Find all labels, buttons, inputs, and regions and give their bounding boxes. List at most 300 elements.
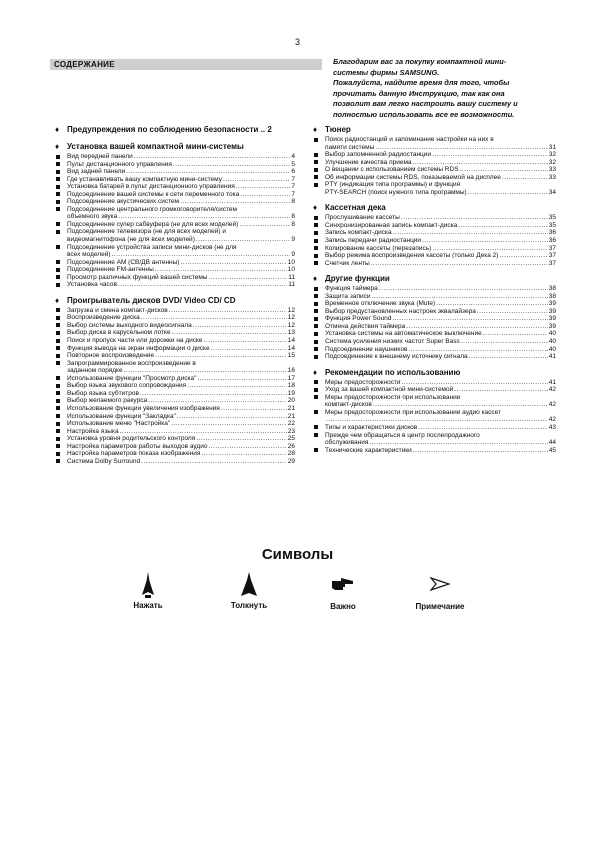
toc-entry <box>313 338 556 346</box>
leader-dots <box>204 337 287 345</box>
square-bullet-icon <box>56 283 60 287</box>
toc-entry-row <box>67 345 295 353</box>
toc-entry-text: Где устанавливать вашу компактную мини-систему <box>67 175 222 183</box>
toc-entry-text: Выбор запомненной радиостанции <box>325 151 432 159</box>
toc-entry-row <box>325 308 556 316</box>
square-bullet-icon <box>314 355 318 359</box>
toc-entry-text: Поиск и пропуск части или дорожки на диске <box>67 337 203 345</box>
section-title: Установка вашей компактной мини-системы <box>67 142 244 151</box>
toc-entry <box>313 151 556 159</box>
leader-dots <box>393 229 548 237</box>
toc-entry-row <box>67 450 295 458</box>
toc-entry-page: 37 <box>548 244 556 252</box>
toc-entry-page: 17 <box>287 374 295 382</box>
toc-entry-row <box>325 346 556 354</box>
square-bullet-icon <box>314 347 318 351</box>
toc-entry-row <box>325 245 556 253</box>
toc-entry-text: Типы и характеристики дисков <box>325 423 418 431</box>
toc-entry <box>55 435 295 443</box>
toc-entry-row <box>325 424 556 432</box>
toc-section-heading <box>55 296 295 306</box>
toc-entry <box>313 308 556 316</box>
toc-entry-page: 21 <box>287 412 295 420</box>
toc-entry-text: Выбор режима воспроизведения кассеты (только Дека 2) <box>325 252 499 260</box>
toc-entry-text: Подсоединение наушников <box>325 345 408 353</box>
toc-entry-text-line: Меры предосторожности при использовании <box>325 393 461 401</box>
toc-entry <box>55 345 295 353</box>
leader-dots <box>118 213 290 221</box>
diamond-bullet-icon: ♦ <box>313 367 318 377</box>
square-bullet-icon <box>56 429 60 433</box>
toc-entry-text: Повторное воспроизведение <box>67 352 155 360</box>
toc-entry-text: Установка батарей в пульт дистанционного управления <box>67 183 235 191</box>
toc-entry-page: 36 <box>548 229 556 237</box>
square-bullet-icon <box>56 406 60 410</box>
leader-dots <box>197 375 286 383</box>
toc-entry-text: компакт-дисков <box>325 401 372 409</box>
toc-entry-page: 43 <box>548 423 556 431</box>
square-bullet-icon <box>314 309 318 313</box>
leader-dots <box>408 346 547 354</box>
toc-entry-row <box>325 338 556 346</box>
toc-entry-page: 16 <box>287 367 295 375</box>
toc-entry <box>313 432 556 447</box>
push-icon <box>239 572 259 598</box>
symbol-push <box>223 572 275 610</box>
leader-dots <box>169 307 287 315</box>
toc-entry-page: 6 <box>291 168 295 176</box>
toc-entry-page: 32 <box>548 158 556 166</box>
toc-entry-page: 39 <box>548 322 556 330</box>
toc-entry-text: Настройка языка <box>67 427 119 435</box>
toc-entry <box>55 307 295 315</box>
leader-dots <box>375 144 547 152</box>
leader-dots <box>326 416 548 424</box>
leader-dots <box>418 424 548 432</box>
leader-dots <box>141 458 287 466</box>
leader-dots <box>208 443 286 451</box>
square-bullet-icon <box>56 414 60 418</box>
toc-entry-row <box>325 386 556 394</box>
toc-entry-text: Подсоединение акустических систем <box>67 198 180 206</box>
toc-entry-page: 36 <box>548 237 556 245</box>
toc-entry <box>55 266 295 274</box>
toc-entry-page: 31 <box>548 143 556 151</box>
leader-dots <box>392 315 547 323</box>
leader-dots <box>371 260 548 268</box>
intro-line: полностью использовать все ее возможности. <box>333 109 515 119</box>
diamond-bullet-icon: ♦ <box>313 274 318 284</box>
toc-entry-page: 7 <box>291 175 295 183</box>
toc-entry <box>55 337 295 345</box>
toc-entry <box>55 352 295 360</box>
leader-dots <box>196 435 287 443</box>
toc-entry <box>313 181 556 196</box>
leader-dots <box>413 159 548 167</box>
toc-entry-page: 37 <box>548 252 556 260</box>
toc-entry <box>313 409 556 424</box>
toc-entry <box>313 285 556 293</box>
toc-entry-text-line: PTY (индикация типа программы) и функция <box>325 181 461 189</box>
toc-entry-text: Запись компакт-диска <box>325 229 392 237</box>
toc-entry <box>313 300 556 308</box>
square-bullet-icon <box>56 155 60 159</box>
square-bullet-icon <box>314 410 318 414</box>
toc-entry <box>55 153 295 161</box>
leader-dots <box>458 222 548 230</box>
toc-entry-page: 8 <box>291 213 295 221</box>
toc-entry-row <box>67 183 295 191</box>
toc-entry-text: Вид задней панели <box>67 168 126 176</box>
square-bullet-icon <box>56 245 60 249</box>
toc-entry <box>55 405 295 413</box>
toc-entry-text: Система Dolby Surround <box>67 457 141 465</box>
toc-entry-row <box>67 236 295 244</box>
leader-dots <box>236 183 291 191</box>
toc-entry-page: 12 <box>287 321 295 329</box>
toc-entry-page: 23 <box>287 427 295 435</box>
toc-entry-text: Загрузка и смена компакт-дисков <box>67 306 168 314</box>
toc-entry-text: Система усиления низких частот Super Bass <box>325 338 460 346</box>
square-bullet-icon <box>314 231 318 235</box>
press-icon <box>140 572 156 598</box>
section-page: 2 <box>267 125 272 134</box>
toc-entry-text: Использование функции увеличения изображения <box>67 404 220 412</box>
square-bullet-icon <box>56 452 60 456</box>
leader-dots <box>369 439 547 447</box>
square-bullet-icon <box>56 459 60 463</box>
leader-dots <box>468 189 548 197</box>
square-bullet-icon <box>314 324 318 328</box>
intro-line: системы фирмы SAMSUNG. <box>333 67 440 77</box>
diamond-bullet-icon: ♦ <box>55 142 60 151</box>
diamond-bullet-icon: ♦ <box>55 295 60 305</box>
leader-dots <box>180 198 290 206</box>
toc-entry <box>313 222 556 230</box>
toc-entry <box>313 229 556 237</box>
toc-entry-page: 37 <box>548 259 556 267</box>
toc-entry-page: 11 <box>288 273 295 281</box>
toc-entry-row <box>67 458 295 466</box>
toc-entry-row <box>67 367 295 375</box>
square-bullet-icon <box>56 170 60 174</box>
toc-entry <box>55 161 295 169</box>
toc-entry-text: Синхронизированная запись компакт-диска <box>325 221 458 229</box>
square-bullet-icon <box>56 177 60 181</box>
toc-entry-text: Использование меню "Настройка" <box>67 420 171 428</box>
leader-dots <box>171 420 287 428</box>
toc-entry-page: 40 <box>548 345 556 353</box>
toc-entry-row <box>67 274 295 282</box>
toc-entry-page: 14 <box>287 337 295 345</box>
toc-entry-page: 33 <box>548 166 556 174</box>
leader-dots <box>141 314 287 322</box>
square-bullet-icon <box>56 268 60 272</box>
toc-entry-text: Воспроизведение диска <box>67 314 140 322</box>
toc-entry-text: Об информации системы RDS, показываемой на дисплее <box>325 173 501 181</box>
leader-dots <box>155 266 287 274</box>
leader-dots <box>239 221 290 229</box>
toc-entry-text-line: Подсоединение центрального громкоговорителя/систем <box>67 205 237 213</box>
toc-entry <box>313 260 556 268</box>
toc-entry-row <box>67 405 295 413</box>
toc-entry <box>55 413 295 421</box>
square-bullet-icon <box>56 207 60 211</box>
toc-entry <box>55 198 295 206</box>
toc-entry-row <box>325 353 556 361</box>
square-bullet-icon <box>314 340 318 344</box>
pointing-hand-icon <box>331 576 355 594</box>
leader-dots <box>187 382 287 390</box>
toc-entry-row <box>325 237 556 245</box>
square-bullet-icon <box>314 254 318 258</box>
toc-left-column <box>55 125 295 465</box>
toc-entry <box>313 245 556 253</box>
toc-entry-page: 8 <box>291 220 295 228</box>
leader-dots <box>460 166 548 174</box>
leader-dots <box>180 259 286 267</box>
toc-entry <box>313 346 556 354</box>
toc-entry <box>313 136 556 151</box>
leader-dots <box>126 168 290 176</box>
square-bullet-icon <box>56 308 60 312</box>
note-arrow-icon <box>430 577 450 591</box>
toc-entry-page: 12 <box>287 314 295 322</box>
toc-entry-row <box>67 161 295 169</box>
square-bullet-icon <box>314 395 318 399</box>
leader-dots <box>454 386 547 394</box>
toc-entry <box>313 174 556 182</box>
square-bullet-icon <box>56 192 60 196</box>
leader-dots <box>499 252 547 260</box>
toc-entry-page: 41 <box>548 353 556 361</box>
toc-entry-row <box>325 159 556 167</box>
toc-entry-text: Технические характеристики <box>325 446 412 454</box>
square-bullet-icon <box>56 275 60 279</box>
symbols-title: Символы <box>261 546 334 563</box>
square-bullet-icon <box>56 316 60 320</box>
leader-dots <box>477 308 548 316</box>
square-bullet-icon <box>56 230 60 234</box>
toc-section-heading <box>313 274 556 284</box>
square-bullet-icon <box>314 138 318 142</box>
toc-entry-page: 35 <box>548 214 556 222</box>
toc-entry-row <box>67 191 295 199</box>
toc-entry-page: 42 <box>548 386 556 394</box>
square-bullet-icon <box>314 380 318 384</box>
leader-dots <box>148 397 287 405</box>
leader-dots <box>373 401 548 409</box>
toc-entry <box>313 394 556 409</box>
toc-entry-text-line: Запрограммированное воспроизведение в <box>67 359 196 367</box>
leader-dots <box>112 251 291 259</box>
leader-dots <box>432 245 547 253</box>
toc-entry-text: О вещании с использованием системы RDS <box>325 166 459 174</box>
leader-dots <box>173 161 290 169</box>
symbol-label: Примечание <box>415 602 465 611</box>
square-bullet-icon <box>314 246 318 250</box>
toc-entry <box>313 252 556 260</box>
toc-entry-row <box>67 428 295 436</box>
toc-entry <box>313 159 556 167</box>
square-bullet-icon <box>314 168 318 172</box>
toc-entry-row <box>325 166 556 174</box>
toc-entry-row <box>67 329 295 337</box>
leader-dots <box>379 285 548 293</box>
leader-dots <box>432 151 548 159</box>
toc-entry-page: 10 <box>287 266 295 274</box>
toc-entry-text: Использование функции "Закладка" <box>67 412 176 420</box>
toc-entry-text: Установка системы на автоматическое выключение <box>325 330 482 338</box>
toc-entry <box>55 168 295 176</box>
symbol-important <box>323 572 363 611</box>
toc-entry-text: Временное отключение звука (Mute) <box>325 300 436 308</box>
toc-entry-page: 21 <box>287 404 295 412</box>
toc-entry-page: 34 <box>548 188 556 196</box>
leader-dots <box>422 237 548 245</box>
leader-dots <box>140 390 287 398</box>
toc-entry-row <box>67 337 295 345</box>
toc-entry-text: Подсоединение AM (СВ/ДВ антенны) <box>67 258 180 266</box>
toc-entry-row <box>325 222 556 230</box>
section-title: Рекомендации по использованию <box>325 367 461 377</box>
toc-entry-row <box>325 401 556 409</box>
square-bullet-icon <box>56 260 60 264</box>
square-bullet-icon <box>56 331 60 335</box>
square-bullet-icon <box>56 339 60 343</box>
square-bullet-icon <box>314 175 318 179</box>
toc-entry <box>313 293 556 301</box>
square-bullet-icon <box>314 448 318 452</box>
toc-entry-page: 29 <box>287 457 295 465</box>
square-bullet-icon <box>56 222 60 226</box>
toc-entry-page: 8 <box>291 198 295 206</box>
leader-dots <box>371 293 547 301</box>
toc-entry-text: Отмена действия таймера <box>325 322 406 330</box>
toc-entry-page: 9 <box>291 236 295 244</box>
toc-entry-row <box>67 251 295 259</box>
toc-entry-page: 39 <box>548 307 556 315</box>
toc-entry-page: 42 <box>548 416 556 424</box>
toc-entry-page: 25 <box>287 435 295 443</box>
square-bullet-icon <box>314 433 318 437</box>
toc-entry-text: Уход за вашей компактной мини-системой <box>325 386 454 394</box>
toc-entry-text: Просмотр различных функций вашей системы <box>67 273 208 281</box>
toc-entry-text: Выбор системы выходного видеосигнала <box>67 321 192 329</box>
toc-entry <box>55 382 295 390</box>
toc-entry-row <box>325 229 556 237</box>
leader-dots <box>155 352 287 360</box>
toc-entry-text: Выбор языка субтитров <box>67 389 139 397</box>
toc-entry-page: 14 <box>287 344 295 352</box>
leader-dots <box>134 153 291 161</box>
toc-entry-page: 7 <box>291 183 295 191</box>
square-bullet-icon <box>314 287 318 291</box>
toc-entry <box>55 274 295 282</box>
toc-entry-text: Выбор предустановленных настроек эквалайзера <box>325 307 476 315</box>
toc-entry-page: 42 <box>548 401 556 409</box>
symbol-label: Толкнуть <box>230 601 268 610</box>
toc-entry-text: Функция вывода на экран информации о диске <box>67 344 210 352</box>
toc-entry-page: 26 <box>287 442 295 450</box>
toc-entry-text: Настройка параметров работы выходов аудио <box>67 442 208 450</box>
toc-entry <box>55 428 295 436</box>
leader-dots <box>406 323 547 331</box>
leader-dots <box>196 236 291 244</box>
toc-entry-text: Выбор диска в карусельном лотке <box>67 329 171 337</box>
toc-entry-page: 41 <box>548 378 556 386</box>
square-bullet-icon <box>314 302 318 306</box>
intro-line: Пожалуйста, найдите время для того, чтобы <box>333 78 510 88</box>
toc-entry-row <box>325 174 556 182</box>
section-title: Тюнер <box>325 125 351 134</box>
toc-entry <box>313 214 556 222</box>
toc-entry-row <box>325 447 556 455</box>
toc-entry-row <box>67 413 295 421</box>
toc-entry <box>313 353 556 361</box>
symbol-label: Важно <box>330 602 356 611</box>
toc-entry-row <box>67 307 295 315</box>
toc-entry-row <box>325 300 556 308</box>
toc-entry-page: 45 <box>548 446 556 454</box>
toc-entry-page: 18 <box>287 382 295 390</box>
toc-entry-text: заданном порядке <box>67 367 123 375</box>
section-title: Кассетная дека <box>325 203 386 213</box>
leader-dots <box>120 428 287 436</box>
leader-dots <box>172 329 287 337</box>
toc-entry-page: 13 <box>287 329 295 337</box>
toc-entry-text: видеомагнитофона (не для всех моделей) <box>67 236 195 244</box>
toc-entry-row <box>325 151 556 159</box>
toc-entry-text: памяти системы <box>325 143 375 151</box>
leader-dots <box>401 214 548 222</box>
section-title: Другие функции <box>325 274 390 284</box>
toc-entry-row <box>67 435 295 443</box>
toc-entry-text: Подсоединение FM-антенны <box>67 266 154 274</box>
toc-entry-text: Пульт дистанционного управления <box>67 160 172 168</box>
leader-dots <box>221 405 287 413</box>
toc-entry-row <box>67 168 295 176</box>
toc-section-heading <box>55 142 295 152</box>
leader-dots <box>201 450 286 458</box>
toc-entry-text: Подсоединение вашей системы к сети переменного тока <box>67 190 240 198</box>
toc-entry-row <box>67 198 295 206</box>
symbol-note <box>408 572 472 611</box>
leader-dots <box>124 367 287 375</box>
leader-dots <box>483 330 548 338</box>
toc-entry-text: обслуживания <box>325 439 369 447</box>
symbol-label: Нажать <box>133 601 163 610</box>
toc-entry-text: объемного звука <box>67 213 118 221</box>
square-bullet-icon <box>56 200 60 204</box>
toc-entry-text: всех моделей) <box>67 251 111 259</box>
toc-entry <box>55 206 295 221</box>
toc-entry-row <box>67 259 295 267</box>
toc-entry <box>313 386 556 394</box>
toc-entry-text: PTY-SEARCH (поиск нужного типа программы) <box>325 188 467 196</box>
toc-entry <box>55 450 295 458</box>
intro-text <box>333 57 558 121</box>
toc-entry-row <box>67 382 295 390</box>
page-number: 3 <box>294 37 300 47</box>
toc-entry-row <box>325 189 556 197</box>
square-bullet-icon <box>56 361 60 365</box>
leader-dots: .. <box>258 125 268 134</box>
toc-entry-row <box>325 315 556 323</box>
leader-dots <box>177 413 287 421</box>
section-title: Проигрыватель дисков DVD/ Video CD/ CD <box>67 295 236 305</box>
leader-dots <box>118 281 287 289</box>
